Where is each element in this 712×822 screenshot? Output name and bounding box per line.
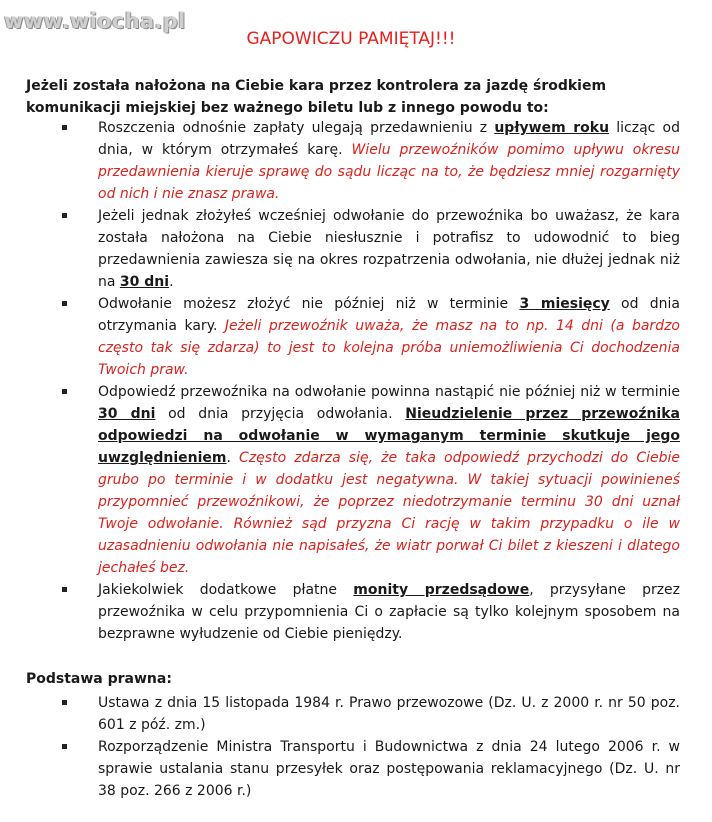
list-item (0, 293, 680, 381)
intro-paragraph: Jeżeli została nałożona na Ciebie kara przez kontrolera za jazdę środkiem komunikacji miejskiej bez ważnego biletu lub z innego powodu to: (26, 78, 607, 116)
item-emphasis: upływem roku (494, 120, 610, 136)
item-emphasis: 30 dni (98, 406, 156, 422)
item-emphasis: monity przedsądowe (353, 582, 530, 598)
item-text: Roszczenia odnośnie zapłaty ulegają przedawnieniu z (98, 120, 495, 136)
item-text: od dnia otrzymania kary. (98, 296, 680, 334)
list-item (0, 579, 680, 645)
legal-item: Ustawa z dnia 15 listopada 1984 r. Prawo przewozowe (Dz. U. z 2000 r. nr 50 poz. 601 z póź. zm.) (0, 692, 680, 736)
item-text: Jeżeli jednak złożyłeś wcześniej odwołanie do przewoźnika bo uważasz, że kara została nałożona na Ciebie niesłusznie i potrafisz to udowodnić to bieg przedawnienia zawiesza się na okres rozpatrzenia odwołania, nie dłużej jednak niż na (98, 208, 680, 290)
page-title: GAPOWICZU PAMIĘTAJ!!! (246, 29, 456, 49)
item-emphasis: Nieudzielenie przez przewoźnika odpowiedzi na odwołanie w wymaganym terminie skutkuje jego uwzględnieniem (98, 406, 680, 466)
list-item (0, 381, 680, 579)
item-emphasis: 3 miesięcy (519, 296, 610, 312)
item-emphasis: 30 dni (119, 274, 170, 290)
item-text: . (226, 450, 240, 466)
item-text: . (169, 274, 174, 290)
legal-item: Rozporządzenie Ministra Transportu i Budownictwa z dnia 24 lutego 2006 r. w sprawie ustalania stanu przesyłek oraz postępowania reklamacyjnego (Dz. U. nr 38 poz. 266 z 2006 r.) (0, 736, 680, 802)
item-warning: Jeżeli przewoźnik uważa, że masz na to np. 14 dni (a bardzo często tak się zdarza) to jest to kolejna próba uniemożliwienia Ci dochodzenia Twoich praw. (98, 318, 680, 378)
watermark-logo: www.wiocha.pl (4, 9, 186, 33)
list-item (0, 117, 680, 205)
legal-heading: Podstawa prawna: (26, 671, 172, 687)
item-warning: Wielu przewoźników pomimo upływu okresu przedawnienia kieruje sprawę do sądu licząc na to, że będziesz mniej rozgarnięty od nich i nie znasz prawa. (98, 142, 680, 202)
item-text: , przysyłane przez przewoźnika w celu przypomnienia Ci o zapłacie są tylko kolejnym sposobem na bezprawne wyłudzenie od Ciebie pieniędzy. (98, 582, 681, 642)
rules-list (0, 117, 712, 645)
item-text: Odpowiedź przewoźnika na odwołanie powinna nastąpić nie później niż w terminie (98, 384, 680, 400)
item-warning: Często zdarza się, że taka odpowiedź przychodzi do Ciebie grubo po terminie i w dodatku jest negatywna. W takiej sytuacji powinieneś przypomnieć przewoźnikowi, że poprzez niedotrzymanie terminu 30 dni uznał Twoje odwołanie. Również sąd przyzna Ci rację w takim przypadku o ile w uzasadnieniu odwołania nie napisałeś, że wiatr porwał Ci bilet z kieszeni i dlatego jechałeś bez. (98, 450, 681, 576)
item-text: licząc od dnia, w którym otrzymałeś karę. (98, 120, 680, 158)
legal-list (0, 692, 712, 802)
list-item (0, 205, 680, 293)
item-text: od dnia przyjęcia odwołania. (155, 406, 406, 422)
item-text: Odwołanie możesz złożyć nie później niż w terminie (98, 296, 520, 312)
item-text: Jakiekolwiek dodatkowe płatne (98, 582, 354, 598)
